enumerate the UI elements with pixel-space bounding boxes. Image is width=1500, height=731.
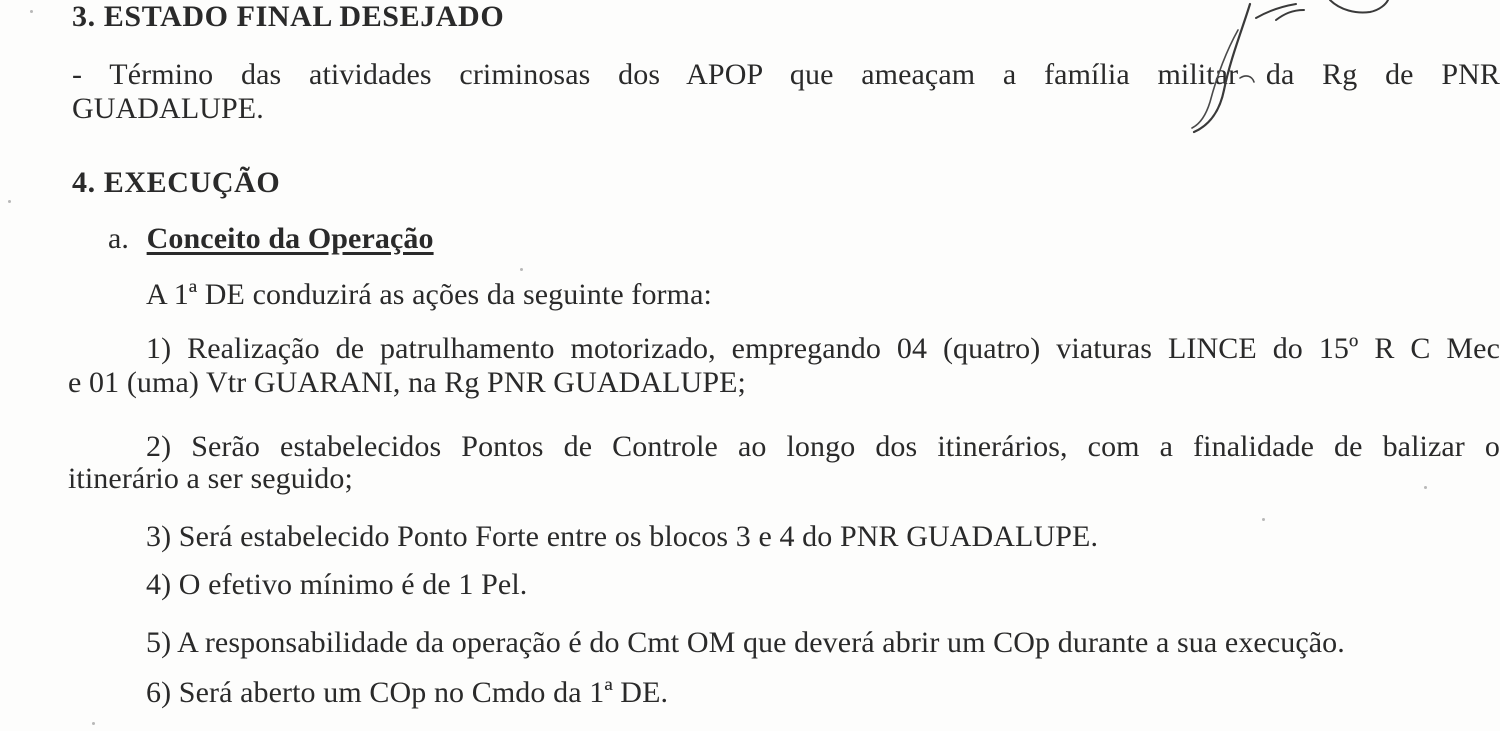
scan-speck: [92, 722, 95, 725]
scan-speck: [8, 200, 11, 203]
item-3-line-1: 3) Será estabelecido Ponto Forte entre os blocos 3 e 4 do PNR GUADALUPE.: [146, 520, 1099, 553]
item-2-line-1: 2) Serão estabelecidos Pontos de Controle ao longo dos itinerários, com a finalidade de balizar o: [146, 430, 1500, 463]
item-2-line-2: itinerário a ser seguido;: [68, 462, 353, 495]
scan-speck: [30, 10, 33, 13]
item-1-line-1: 1) Realização de patrulhamento motorizado, empregando 04 (quatro) viaturas LINCE do 15º R C Mec: [146, 332, 1500, 365]
scan-speck: [1424, 486, 1427, 489]
item-1-line-2: e 01 (uma) Vtr GUARANI, na Rg PNR GUADALUPE;: [68, 366, 746, 399]
scan-speck: [520, 268, 523, 271]
item-5-line-1: 5) A responsabilidade da operação é do Cmt OM que deverá abrir um COp durante a sua execução.: [146, 626, 1345, 659]
section-3-paragraph-line-1: - Término das atividades criminosas dos APOP que ameaçam a família militar da Rg de PNR: [72, 58, 1500, 91]
item-4-line-1: 4) O efetivo mínimo é de 1 Pel.: [146, 568, 528, 601]
scan-speck: [1262, 518, 1265, 521]
item-6-line-1: 6) Será aberto um COp no Cmdo da 1ª DE.: [146, 676, 669, 709]
subsection-a: [108, 222, 434, 256]
section-4-heading: 4. EXECUÇÃO: [72, 166, 281, 199]
handwritten-signature: [1180, 0, 1410, 140]
section-3-heading: 3. ESTADO FINAL DESEJADO: [72, 0, 505, 33]
section-3-paragraph-line-2: GUADALUPE.: [72, 92, 264, 125]
subsection-a-prefix: a.: [108, 222, 130, 255]
subsection-a-title: Conceito da Operação: [146, 222, 434, 255]
subsection-a-intro: A 1ª DE conduzirá as ações da seguinte forma:: [146, 278, 712, 311]
